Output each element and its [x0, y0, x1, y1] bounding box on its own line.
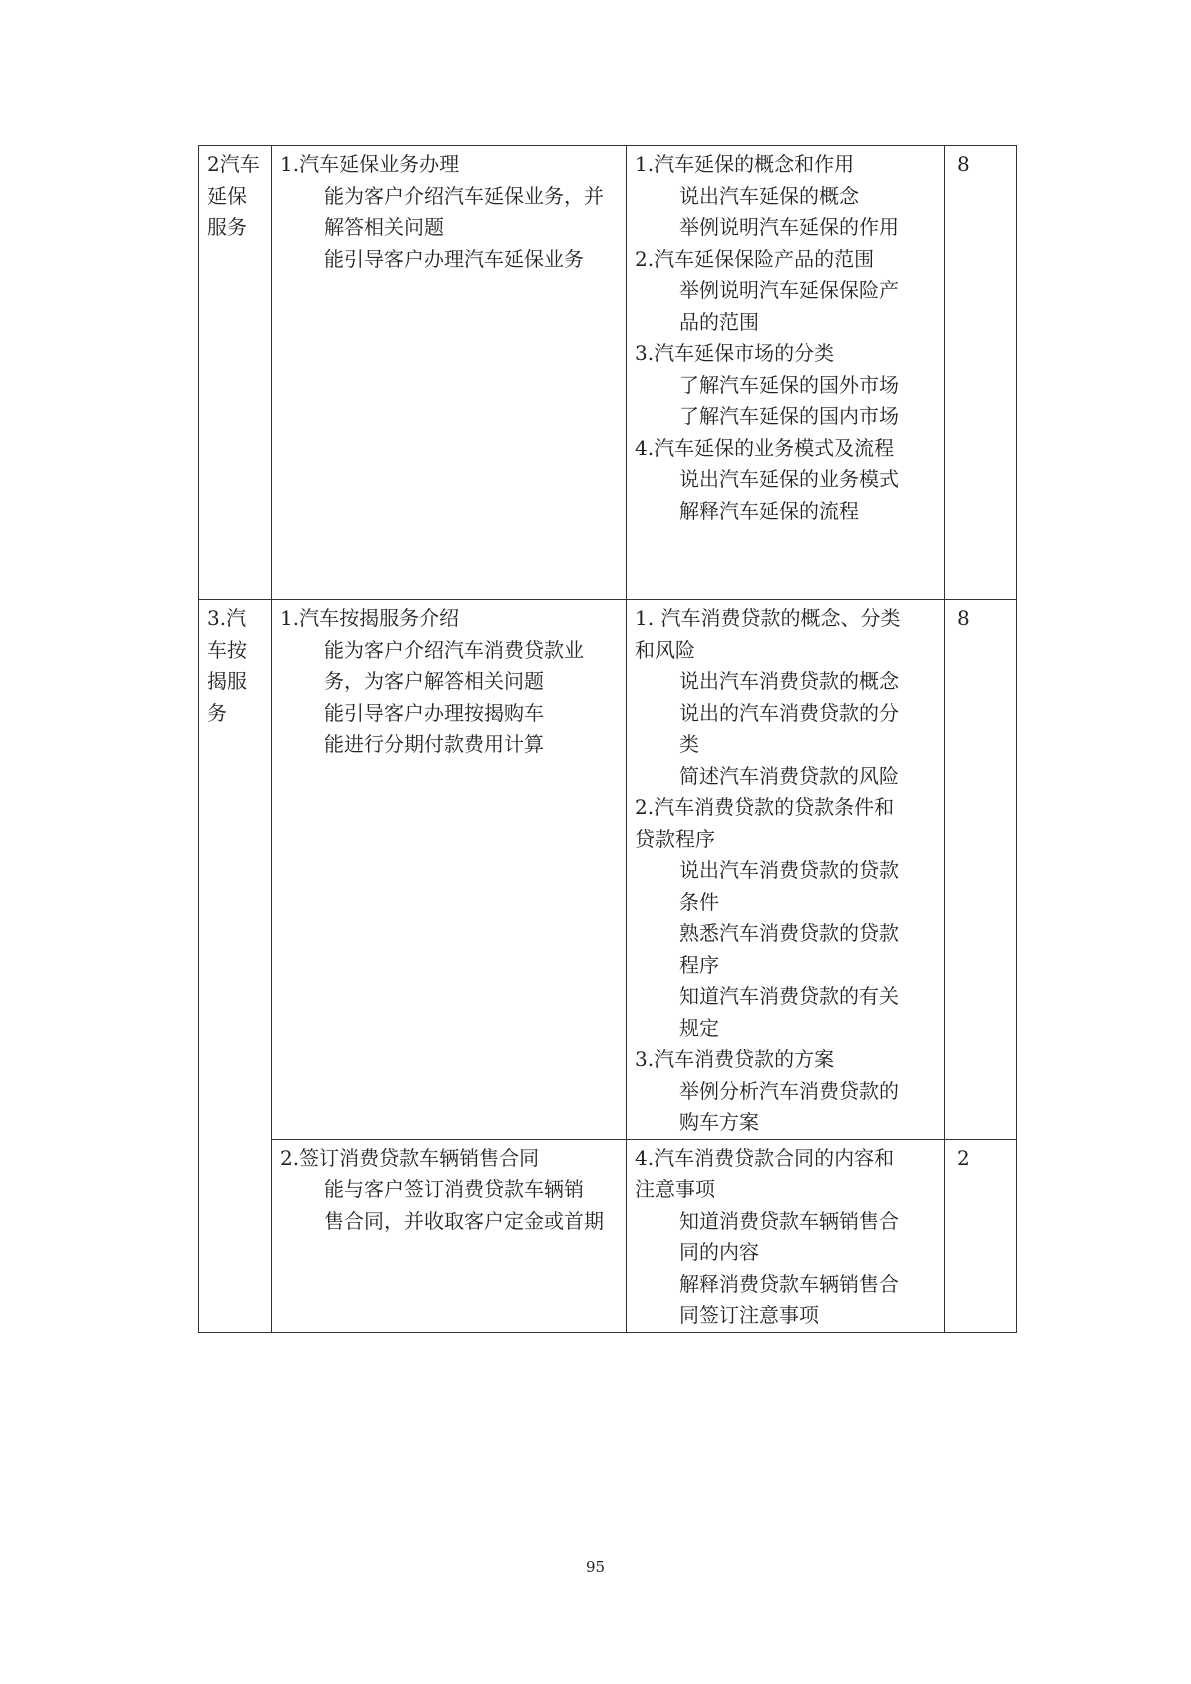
detail-line: 知道汽车消费贷款的有关 [679, 984, 899, 1008]
table-row [199, 600, 1017, 1140]
detail-line: 了解汽车延保的国外市场 [679, 372, 899, 397]
detail-line: 购车方案 [679, 1110, 759, 1134]
detail-line: 说出汽车延保的业务模式 [679, 467, 899, 491]
detail-line: 说出汽车延保的概念 [679, 183, 859, 208]
detail-line: 同的内容 [679, 1240, 759, 1264]
detail-line: 售合同，并收取客户定金或首期 [324, 1208, 604, 1233]
hours-cell [945, 1139, 1017, 1332]
item-heading: 1.汽车延保的概念和作用 [635, 152, 855, 176]
detail-line: 类 [679, 732, 699, 756]
detail-line: 能引导客户办理按揭购车 [324, 700, 544, 725]
detail-line: 务，为客户解答相关问题 [324, 669, 544, 693]
detail-line: 能进行分期付款费用计算 [324, 732, 544, 756]
hours-value: 2 [957, 1145, 970, 1170]
item-heading: 注意事项 [635, 1177, 715, 1201]
curriculum-table [198, 145, 1017, 1333]
detail-line: 能为客户介绍汽车消费贷款业 [324, 637, 584, 662]
hours-value: 8 [957, 606, 970, 630]
detail-line: 说出的汽车消费贷款的分 [679, 700, 899, 725]
item-heading: 4.汽车延保的业务模式及流程 [635, 435, 895, 460]
skills-cell [272, 146, 627, 600]
item-heading: 和风险 [635, 637, 695, 662]
item-heading: 1.汽车按揭服务介绍 [280, 606, 460, 630]
detail-line: 举例说明汽车延保保险产 [679, 278, 899, 302]
detail-line: 解答相关问题 [324, 215, 444, 239]
detail-line: 解释汽车延保的流程 [679, 498, 859, 523]
detail-line: 品的范围 [679, 309, 759, 334]
detail-line: 说出汽车消费贷款的贷款 [679, 858, 899, 882]
item-heading: 1. 汽车消费贷款的概念、分类 [635, 606, 901, 630]
category-label: 2汽车延保服务 [207, 152, 260, 239]
item-heading: 4.汽车消费贷款合同的内容和 [635, 1145, 895, 1170]
detail-line: 简述汽车消费贷款的风险 [679, 763, 899, 788]
category-cell [199, 146, 272, 600]
detail-line: 解释消费贷款车辆销售合 [679, 1271, 899, 1296]
item-heading: 贷款程序 [635, 826, 715, 851]
detail-line: 程序 [679, 952, 719, 977]
knowledge-cell [627, 146, 945, 600]
category-cell [199, 600, 272, 1333]
detail-line: 举例说明汽车延保的作用 [679, 215, 899, 239]
knowledge-cell [627, 600, 945, 1140]
page-number: 95 [585, 1558, 606, 1576]
detail-line: 能与客户签订消费贷款车辆销 [324, 1177, 584, 1201]
item-heading: 2.汽车延保保险产品的范围 [635, 246, 875, 271]
item-heading: 2.汽车消费贷款的贷款条件和 [635, 795, 895, 819]
category-label: 3.汽车按揭服务 [207, 606, 247, 725]
hours-value: 8 [957, 152, 970, 176]
table-row [199, 1139, 1017, 1332]
table-row [199, 146, 1017, 600]
skills-cell [272, 600, 627, 1140]
detail-line: 说出汽车消费贷款的概念 [679, 669, 899, 693]
hours-cell [945, 146, 1017, 600]
skills-cell [272, 1139, 627, 1332]
hours-cell [945, 600, 1017, 1140]
detail-line: 条件 [679, 889, 719, 914]
detail-line: 规定 [679, 1015, 719, 1040]
item-heading: 1.汽车延保业务办理 [280, 152, 460, 176]
item-heading: 3.汽车延保市场的分类 [635, 341, 835, 365]
detail-line: 了解汽车延保的国内市场 [679, 404, 899, 428]
detail-line: 知道消费贷款车辆销售合 [679, 1208, 899, 1233]
detail-line: 能为客户介绍汽车延保业务，并 [324, 183, 604, 208]
knowledge-cell [627, 1139, 945, 1332]
detail-line: 举例分析汽车消费贷款的 [679, 1078, 899, 1103]
item-heading: 3.汽车消费贷款的方案 [635, 1047, 835, 1071]
detail-line: 能引导客户办理汽车延保业务 [324, 246, 584, 271]
item-heading: 2.签订消费贷款车辆销售合同 [280, 1145, 540, 1170]
detail-line: 同签订注意事项 [679, 1303, 819, 1327]
detail-line: 熟悉汽车消费贷款的贷款 [679, 921, 899, 945]
